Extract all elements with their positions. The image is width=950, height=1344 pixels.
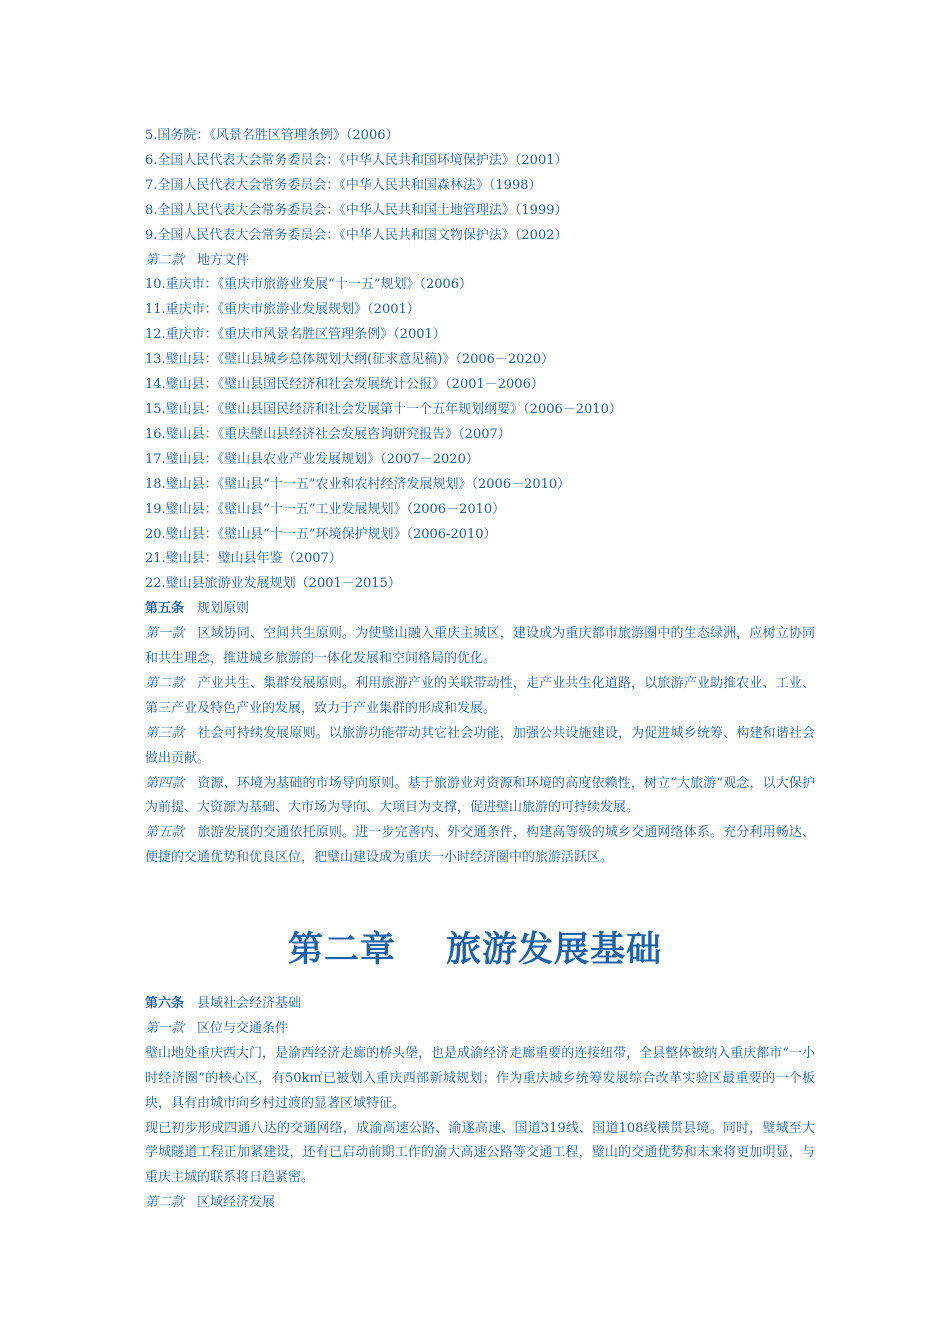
clause-title: 地方文件 xyxy=(197,252,250,268)
clause-label: 第二款 xyxy=(145,675,185,691)
article-title: 县域社会经济基础 xyxy=(197,996,302,1011)
clause-paragraph xyxy=(145,821,815,871)
clause-label: 第二款 xyxy=(145,1195,185,1211)
clause-text: 产业共生、集群发展原则。利用旅游产业的关联带动性，走产业共生化道路，以旅游产业助推农业、工业、第三产业及特色产业的发展，致力于产业集群的形成和发展。 xyxy=(145,675,815,716)
chapter-title xyxy=(0,922,950,972)
clause-text: 资源、环境为基础的市场导向原则。基于旅游业对资源和环境的高度依赖性，树立“大旅游”观念，以大保护为前提、大资源为基础、大市场为导向、大项目为支撑，促进璧山旅游的可持续发展。 xyxy=(145,775,815,816)
reference-item: 9.全国人民代表大会常务委员会：《中华人民共和国文物保护法》（2002） xyxy=(145,227,568,243)
reference-item: 13.璧山县：《璧山县城乡总体规划大纲(征求意见稿)》（2006－2020） xyxy=(145,352,554,368)
reference-item: 19.璧山县：《璧山县“十一五”工业发展规划》（2006－2010） xyxy=(145,501,506,517)
clause-label: 第二款 xyxy=(145,252,185,268)
article-label: 第五条 xyxy=(145,601,185,617)
reference-item: 8.全国人民代表大会常务委员会：《中华人民共和国土地管理法》（1999） xyxy=(145,202,568,218)
clause-heading xyxy=(145,1191,815,1216)
reference-item: 11.重庆市：《重庆市旅游业发展规划》（2001） xyxy=(145,302,420,318)
reference-item: 21.璧山县：璧山县年鉴（2007） xyxy=(145,551,342,567)
reference-item: 20.璧山县：《璧山县“十一五”环境保护规划》（2006-2010） xyxy=(145,526,497,542)
clause-label: 第四款 xyxy=(145,775,185,791)
clause-paragraph xyxy=(145,622,815,672)
reference-item: 15.璧山县：《璧山县国民经济和社会发展第十一个五年规划纲要》（2006－2010） xyxy=(145,401,622,417)
reference-item: 16.璧山县：《重庆璧山县经济社会发展咨询研究报告》（2007） xyxy=(145,426,511,442)
body-paragraph: 璧山地处重庆西大门，是渝西经济走廊的桥头堡，也是成渝经济走廊重要的连接纽带，全县整体被纳入重庆都市“一小时经济圈”的核心区，有50k㎡已被划入重庆西部新城规划；作为重庆城乡统筹发展综合改革实验区最重要的一个板块，具有由城市向乡村过渡的显著区域特征。 xyxy=(145,1045,815,1111)
reference-item: 5.国务院：《风景名胜区管理条例》（2006） xyxy=(145,128,399,143)
article-title: 规划原则 xyxy=(197,601,250,617)
clause-paragraph xyxy=(145,672,815,722)
clause-title: 区位与交通条件 xyxy=(197,1020,289,1036)
article-label: 第六条 xyxy=(145,996,185,1011)
reference-item: 18.璧山县：《璧山县“十一五”农业和农村经济发展规划》（2006－2010） xyxy=(145,476,571,492)
article-heading-5 xyxy=(145,597,815,622)
clause-text: 区域协同、空间共生原则。为使璧山融入重庆主城区，建设成为重庆都市旅游圈中的生态绿洲，应树立协同和共生理念，推进城乡旅游的一体化发展和空间格局的优化。 xyxy=(145,626,815,667)
chapter-body xyxy=(145,992,815,1216)
clause-label: 第一款 xyxy=(145,1020,185,1036)
reference-item: 12.重庆市：《重庆市风景名胜区管理条例》（2001） xyxy=(145,327,446,343)
clause-text: 社会可持续发展原则。以旅游功能带动其它社会功能，加强公共设施建设，为促进城乡统筹、构建和谐社会做出贡献。 xyxy=(145,725,815,766)
reference-item: 6.全国人民代表大会常务委员会：《中华人民共和国环境保护法》（2001） xyxy=(145,152,568,168)
reference-item: 14.璧山县：《璧山县国民经济和社会发展统计公报》（2001－2006） xyxy=(145,377,544,393)
clause-title: 区域经济发展 xyxy=(197,1195,276,1211)
document-body xyxy=(145,124,815,871)
clause-paragraph xyxy=(145,772,815,822)
article-heading-6 xyxy=(145,992,815,1017)
body-paragraph: 现已初步形成四通八达的交通网络，成渝高速公路、渝遂高速、国道319线、国道108线横贯县境。同时，璧城至大学城隧道工程正加紧建设，还有已启动前期工作的渝大高速公路等交通工程，璧山的交通优势和未来将更加明显，与重庆主城的联系将日趋紧密。 xyxy=(145,1120,815,1186)
reference-item: 22.璧山县旅游业发展规划（2001－2015） xyxy=(145,576,401,592)
reference-item: 17.璧山县：《璧山县农业产业发展规划》（2007－2020） xyxy=(145,451,479,467)
chapter-number: 第二章 xyxy=(287,930,396,970)
clause-label: 第五款 xyxy=(145,825,185,841)
reference-item: 10.重庆市：《重庆市旅游业发展“十一五”规划》（2006） xyxy=(145,277,473,293)
chapter-name: 旅游发展基础 xyxy=(446,930,663,970)
clause-text: 旅游发展的交通依托原则。进一步完善内、外交通条件，构建高等级的城乡交通网络体系。充分利用畅达、便捷的交通优势和优良区位，把璧山建设成为重庆一小时经济圈中的旅游活跃区。 xyxy=(145,825,815,866)
clause-heading-local-docs xyxy=(145,249,815,274)
clause-label: 第三款 xyxy=(145,725,185,741)
clause-heading xyxy=(145,1017,815,1042)
reference-item: 7.全国人民代表大会常务委员会：《中华人民共和国森林法》（1998） xyxy=(145,177,542,193)
clause-paragraph xyxy=(145,722,815,772)
clause-label: 第一款 xyxy=(145,626,185,642)
